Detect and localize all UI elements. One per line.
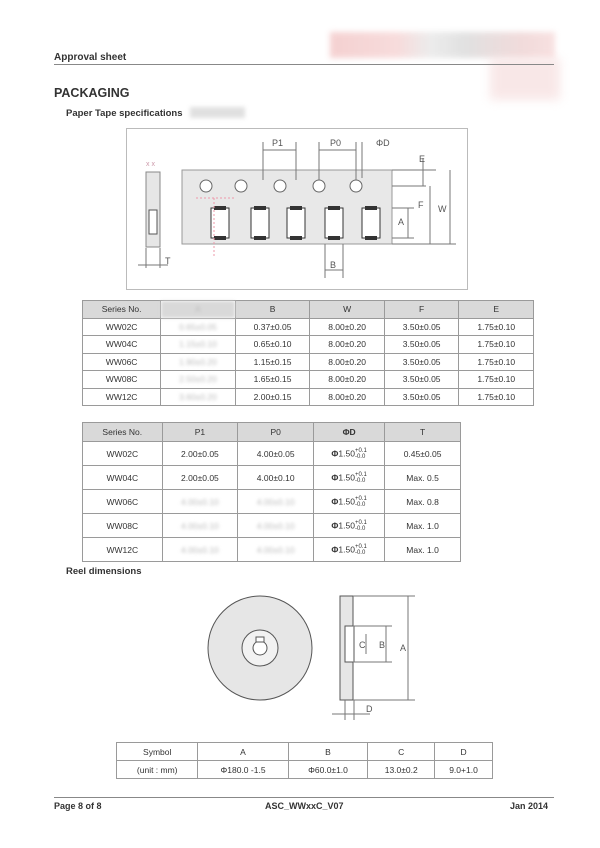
header-title: Approval sheet [54, 52, 127, 63]
footer-doc-id: ASC_WWxxC_V07 [265, 801, 344, 811]
table-cell: 1.15±0.10 [161, 336, 236, 354]
table-cell: WW04C [83, 336, 161, 354]
table-header: C [368, 743, 435, 761]
table-cell: 1.75±0.10 [459, 371, 534, 389]
table-cell: 8.00±0.20 [310, 336, 385, 354]
table-header: Symbol [117, 743, 198, 761]
table-cell: 1.90±0.20 [161, 353, 236, 371]
table-cell: Φ180.0 -1.5 [198, 761, 288, 779]
table-cell-phid [314, 514, 385, 538]
phi-symbol: Φ [331, 543, 339, 554]
tol-plus: +0.1 [354, 543, 367, 550]
table-row [83, 490, 461, 514]
table-header: ΦD [314, 423, 385, 442]
table-cell: Max. 1.0 [385, 538, 461, 562]
dim-b-label: B [330, 260, 337, 270]
header-divider [54, 64, 554, 65]
table-cell: (unit : mm) [117, 761, 198, 779]
reel-dim-b-label: B [379, 640, 386, 650]
table-cell: 4.00±0.10 [238, 466, 314, 490]
table-header: W [310, 301, 385, 319]
table-cell: 4.00±0.10 [162, 490, 238, 514]
reel-dimension-table [116, 742, 493, 779]
tol-plus: +0.1 [354, 447, 367, 454]
table-cell: 8.00±0.20 [310, 318, 385, 336]
table-header: D [435, 743, 493, 761]
table-cell: 2.50±0.20 [161, 371, 236, 389]
tol-plus: +0.1 [354, 471, 367, 478]
table-cell: 4.00±0.05 [238, 442, 314, 466]
d-value: 1.50 [338, 495, 355, 506]
table-header: Series No. [83, 301, 161, 319]
reel-dim-c-label: C [359, 640, 366, 650]
table-row [83, 353, 534, 371]
phi-symbol: Φ [331, 495, 339, 506]
d-value: 1.50 [338, 471, 355, 482]
table-row [117, 761, 493, 779]
company-logo-blurred [330, 32, 555, 58]
tol-minus: -0.0 [354, 453, 366, 460]
table-cell: Φ60.0±1.0 [288, 761, 368, 779]
table-cell-phid [314, 442, 385, 466]
table-cell: 0.45±0.05 [385, 442, 461, 466]
paper-tape-diagram [126, 128, 468, 290]
table-cell: 1.75±0.10 [459, 388, 534, 406]
tape-dimension-table-2 [82, 422, 461, 562]
table-header: B [288, 743, 368, 761]
table-cell: WW06C [83, 353, 161, 371]
table-cell: 1.15±0.15 [235, 353, 310, 371]
table-cell: 8.00±0.20 [310, 388, 385, 406]
table-cell: Max. 1.0 [385, 514, 461, 538]
table-cell: WW06C [83, 490, 163, 514]
table-cell: 4.00±0.10 [238, 514, 314, 538]
phi-symbol: Φ [331, 447, 339, 458]
tol-minus: -0.0 [354, 501, 366, 508]
table-cell: 0.37±0.05 [235, 318, 310, 336]
dim-e-label: E [419, 154, 426, 164]
section-title: PACKAGING [54, 86, 130, 100]
table-cell: Max. 0.5 [385, 466, 461, 490]
d-value: 1.50 [338, 543, 355, 554]
table-cell: 2.00±0.15 [235, 388, 310, 406]
footer-page: Page 8 of 8 [54, 801, 102, 811]
table-cell: 2.00±0.05 [162, 442, 238, 466]
table-row [83, 371, 534, 389]
table-row [83, 388, 534, 406]
table-cell: 0.65±0.10 [235, 336, 310, 354]
table-cell-phid [314, 466, 385, 490]
table-header: E [459, 301, 534, 319]
table-cell: Max. 0.8 [385, 490, 461, 514]
d-value: 1.50 [338, 519, 355, 530]
table-row [83, 466, 461, 490]
table-header: F [384, 301, 459, 319]
table-cell: 1.75±0.10 [459, 336, 534, 354]
table-header: P1 [162, 423, 238, 442]
dim-phid-label: ΦD [376, 138, 390, 148]
table-cell-phid [314, 490, 385, 514]
table-cell-phid [314, 538, 385, 562]
tol-plus: +0.1 [354, 495, 367, 502]
table-cell: 8.00±0.20 [310, 353, 385, 371]
table-cell: 8.00±0.20 [310, 371, 385, 389]
table-row [83, 442, 461, 466]
table-cell: 4.00±0.10 [162, 538, 238, 562]
table-header: P0 [238, 423, 314, 442]
table-cell: 3.50±0.05 [384, 318, 459, 336]
reel-diagram [200, 588, 430, 728]
table-cell: 1.65±0.15 [235, 371, 310, 389]
dim-a-label: A [398, 217, 405, 227]
phi-symbol: Φ [331, 519, 339, 530]
table-cell: 2.00±0.05 [162, 466, 238, 490]
table-cell: WW12C [83, 538, 163, 562]
dim-p0-label: P0 [330, 138, 342, 148]
dim-w-label: W [438, 204, 447, 214]
table-cell: 3.60±0.20 [161, 388, 236, 406]
table-row [83, 336, 534, 354]
table-cell: 4.00±0.10 [162, 514, 238, 538]
table-row [83, 514, 461, 538]
footer-date: Jan 2014 [510, 801, 549, 811]
table-cell: 1.75±0.10 [459, 353, 534, 371]
table-cell: 3.50±0.05 [384, 353, 459, 371]
d-value: 1.50 [338, 447, 355, 458]
tol-minus: -0.0 [354, 549, 366, 556]
tol-plus: +0.1 [354, 519, 367, 526]
unit-label-blurred [190, 107, 245, 118]
table-cell: 1.75±0.10 [459, 318, 534, 336]
dim-p1-label: P1 [272, 138, 284, 148]
table-cell: WW08C [83, 371, 161, 389]
tol-minus: -0.0 [354, 525, 366, 532]
table-cell: 9.0+1.0 [435, 761, 493, 779]
table-cell: 4.00±0.10 [238, 538, 314, 562]
dim-f-label: F [418, 200, 424, 210]
phi-symbol: Φ [331, 471, 339, 482]
table-cell: WW02C [83, 318, 161, 336]
table-row [83, 318, 534, 336]
table-header: Series No. [83, 423, 163, 442]
table-header: A [161, 301, 236, 319]
table-cell: 13.0±0.2 [368, 761, 435, 779]
table-cell: WW08C [83, 514, 163, 538]
footer-divider [54, 797, 554, 798]
table-cell: WW02C [83, 442, 163, 466]
table-cell: 4.00±0.10 [238, 490, 314, 514]
table-row [83, 538, 461, 562]
table-cell: WW12C [83, 388, 161, 406]
tol-minus: -0.0 [354, 477, 366, 484]
table-header: B [235, 301, 310, 319]
table-cell: WW04C [83, 466, 163, 490]
table-cell: 3.50±0.05 [384, 388, 459, 406]
table-cell: 0.65±0.05 [161, 318, 236, 336]
reel-dim-a-label: A [400, 643, 407, 653]
table-header: A [198, 743, 288, 761]
table-header: T [385, 423, 461, 442]
table-cell: 3.50±0.05 [384, 336, 459, 354]
svg-text:x x: x x [146, 161, 155, 168]
table-cell: 3.50±0.05 [384, 371, 459, 389]
tape-subtitle: Paper Tape specifications [66, 108, 183, 119]
reel-dim-d-label: D [366, 704, 373, 714]
dim-t-label: T [165, 256, 171, 266]
tape-dimension-table-1 [82, 300, 534, 406]
reel-subtitle: Reel dimensions [66, 566, 142, 577]
